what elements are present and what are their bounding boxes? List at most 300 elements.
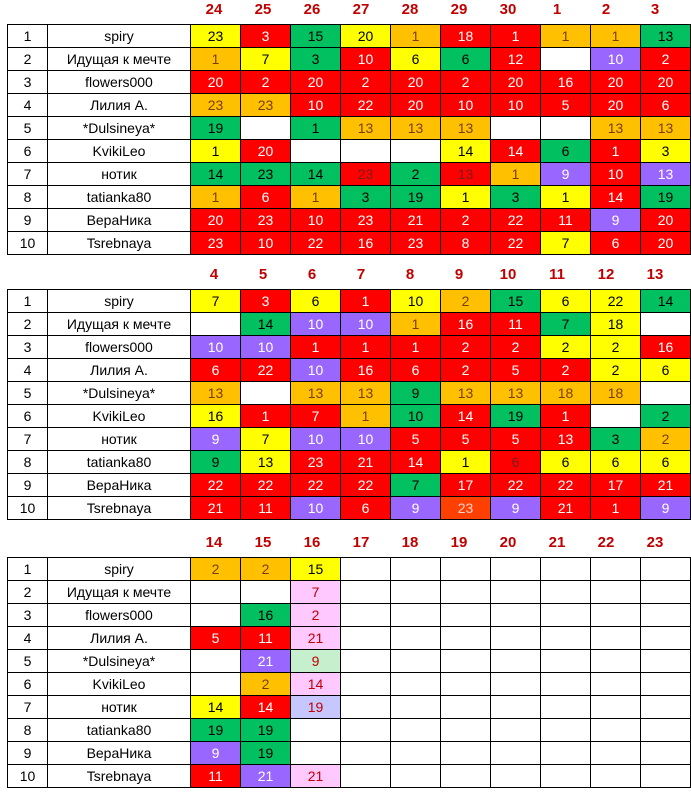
score-cell: 5 [491, 359, 541, 382]
score-cell [241, 581, 291, 604]
table-row [8, 742, 691, 765]
score-cell [491, 581, 541, 604]
day-header: 13 [646, 266, 664, 283]
day-header: 2 [601, 1, 611, 18]
score-cell: 10 [291, 428, 341, 451]
day-header: 27 [352, 1, 370, 18]
score-cell [491, 696, 541, 719]
day-header: 18 [401, 534, 419, 551]
score-cell: 1 [191, 140, 241, 163]
schedule-table-block [0, 265, 691, 516]
score-cell: 1 [591, 140, 641, 163]
day-header-row [0, 0, 691, 20]
score-cell [341, 719, 391, 742]
score-cell [191, 313, 241, 336]
score-cell: 13 [241, 451, 291, 474]
score-cell: 22 [341, 474, 391, 497]
score-cell: 1 [291, 117, 341, 140]
day-header: 11 [549, 266, 565, 283]
table-row [8, 765, 691, 788]
score-cell: 2 [491, 336, 541, 359]
score-cell: 1 [541, 186, 591, 209]
score-cell [441, 765, 491, 788]
score-cell [641, 627, 691, 650]
score-cell [491, 558, 541, 581]
score-cell [541, 117, 591, 140]
rank-cell: 4 [8, 627, 48, 650]
score-cell: 1 [291, 186, 341, 209]
score-cell: 1 [591, 25, 641, 48]
score-cell: 7 [291, 405, 341, 428]
participant-name-cell: KvikiLeo [48, 140, 191, 163]
score-cell: 17 [441, 474, 491, 497]
rank-cell: 10 [8, 497, 48, 520]
rank-cell: 4 [8, 94, 48, 117]
score-cell: 3 [241, 25, 291, 48]
score-cell: 6 [391, 48, 441, 71]
score-cell: 7 [541, 313, 591, 336]
score-cell: 20 [241, 140, 291, 163]
table-row [8, 581, 691, 604]
day-header: 16 [303, 534, 321, 551]
score-cell: 2 [391, 163, 441, 186]
score-cell: 3 [591, 428, 641, 451]
day-header: 23 [646, 534, 664, 551]
score-cell [541, 558, 591, 581]
score-cell [641, 313, 691, 336]
score-cell [391, 650, 441, 673]
score-cell: 11 [541, 209, 591, 232]
participant-name-cell: Tsrebnaya [48, 765, 191, 788]
score-cell: 22 [491, 474, 541, 497]
score-cell: 23 [341, 163, 391, 186]
score-cell: 22 [491, 209, 541, 232]
table-row [8, 604, 691, 627]
score-cell: 1 [491, 25, 541, 48]
score-cell: 1 [391, 25, 441, 48]
score-cell: 22 [341, 94, 391, 117]
score-cell: 10 [391, 290, 441, 313]
score-cell: 18 [591, 313, 641, 336]
score-cell [291, 140, 341, 163]
day-header-row [0, 265, 691, 285]
score-cell [341, 696, 391, 719]
score-cell [341, 581, 391, 604]
score-cell: 19 [641, 186, 691, 209]
score-cell: 16 [241, 604, 291, 627]
rank-cell: 7 [8, 163, 48, 186]
score-cell: 2 [241, 71, 291, 94]
table-row [8, 428, 691, 451]
score-cell: 9 [591, 209, 641, 232]
score-cell: 23 [291, 451, 341, 474]
score-cell: 10 [241, 232, 291, 255]
score-cell: 7 [241, 48, 291, 71]
score-cell: 6 [541, 451, 591, 474]
day-header: 21 [548, 534, 566, 551]
participant-name-cell: нотик [48, 428, 191, 451]
score-cell [391, 604, 441, 627]
score-cell: 18 [591, 382, 641, 405]
score-cell [591, 650, 641, 673]
score-cell: 12 [491, 48, 541, 71]
rank-cell: 9 [8, 474, 48, 497]
score-cell: 7 [291, 581, 341, 604]
score-cell: 2 [641, 48, 691, 71]
day-header: 10 [499, 266, 517, 283]
score-cell: 9 [191, 451, 241, 474]
score-cell [341, 765, 391, 788]
score-cell [641, 382, 691, 405]
score-cell [541, 650, 591, 673]
score-cell: 10 [291, 359, 341, 382]
score-cell: 9 [191, 742, 241, 765]
score-cell: 14 [491, 140, 541, 163]
score-cell [191, 673, 241, 696]
score-cell: 9 [391, 497, 441, 520]
table-row [8, 48, 691, 71]
score-cell [491, 742, 541, 765]
score-cell: 13 [491, 382, 541, 405]
score-cell: 10 [291, 94, 341, 117]
score-cell: 10 [291, 209, 341, 232]
score-cell: 22 [241, 474, 291, 497]
score-cell [641, 742, 691, 765]
score-cell: 13 [641, 163, 691, 186]
score-cell [541, 719, 591, 742]
participant-name-cell: Идущая к мечте [48, 581, 191, 604]
score-cell [441, 742, 491, 765]
score-cell: 13 [441, 382, 491, 405]
score-cell: 20 [641, 71, 691, 94]
score-cell [341, 558, 391, 581]
participant-name-cell: Лилия А. [48, 627, 191, 650]
score-cell: 1 [241, 405, 291, 428]
score-cell [641, 581, 691, 604]
rank-cell: 4 [8, 359, 48, 382]
day-header: 12 [597, 266, 615, 283]
score-cell [591, 627, 641, 650]
score-cell: 23 [441, 497, 491, 520]
score-cell [391, 627, 441, 650]
table-row [8, 719, 691, 742]
score-cell: 14 [641, 290, 691, 313]
score-cell [391, 673, 441, 696]
score-cell [191, 604, 241, 627]
rank-cell: 7 [8, 428, 48, 451]
table-row [8, 627, 691, 650]
score-cell: 2 [291, 604, 341, 627]
score-cell: 7 [241, 428, 291, 451]
participant-name-cell: нотик [48, 163, 191, 186]
rank-cell: 7 [8, 696, 48, 719]
score-cell [341, 604, 391, 627]
day-header: 26 [303, 1, 321, 18]
score-cell: 19 [491, 405, 541, 428]
schedule-table-block [0, 533, 691, 784]
rank-cell: 6 [8, 405, 48, 428]
participant-name-cell: Лилия А. [48, 359, 191, 382]
score-cell: 23 [191, 232, 241, 255]
score-cell: 2 [591, 336, 641, 359]
score-cell: 20 [391, 71, 441, 94]
table-row [8, 474, 691, 497]
score-cell: 20 [391, 94, 441, 117]
score-cell: 8 [441, 232, 491, 255]
participant-name-cell: flowers000 [48, 604, 191, 627]
score-cell: 20 [591, 71, 641, 94]
score-table [7, 557, 691, 788]
score-cell [641, 673, 691, 696]
score-cell: 10 [341, 313, 391, 336]
score-cell: 3 [341, 186, 391, 209]
score-cell [541, 604, 591, 627]
table-row [8, 696, 691, 719]
score-cell: 2 [641, 428, 691, 451]
score-cell: 23 [191, 94, 241, 117]
score-cell: 20 [291, 71, 341, 94]
score-cell: 7 [541, 232, 591, 255]
rank-cell: 3 [8, 336, 48, 359]
participant-name-cell: KvikiLeo [48, 673, 191, 696]
score-cell [541, 48, 591, 71]
score-cell: 19 [241, 719, 291, 742]
table-row [8, 25, 691, 48]
table-row [8, 359, 691, 382]
score-cell: 18 [441, 25, 491, 48]
score-cell: 1 [541, 25, 591, 48]
score-cell [641, 765, 691, 788]
score-cell [541, 627, 591, 650]
score-cell: 10 [241, 336, 291, 359]
score-cell: 14 [391, 451, 441, 474]
score-cell: 14 [441, 140, 491, 163]
score-cell [491, 627, 541, 650]
score-cell [641, 558, 691, 581]
score-cell [541, 581, 591, 604]
score-cell: 14 [241, 696, 291, 719]
score-cell: 3 [241, 290, 291, 313]
participant-name-cell: Tsrebnaya [48, 232, 191, 255]
table-row [8, 94, 691, 117]
score-cell: 19 [291, 696, 341, 719]
score-cell [591, 742, 641, 765]
participant-name-cell: Идущая к мечте [48, 48, 191, 71]
day-header: 30 [499, 1, 517, 18]
score-cell: 1 [541, 405, 591, 428]
score-cell: 1 [391, 336, 441, 359]
day-header-row [0, 533, 691, 553]
score-cell: 6 [241, 186, 291, 209]
score-cell [341, 742, 391, 765]
score-cell: 6 [441, 48, 491, 71]
rank-cell: 5 [8, 650, 48, 673]
day-header: 14 [205, 534, 223, 551]
score-cell: 1 [441, 451, 491, 474]
score-cell: 11 [241, 497, 291, 520]
rank-cell: 3 [8, 604, 48, 627]
score-cell: 2 [591, 359, 641, 382]
day-header: 4 [209, 266, 219, 283]
score-cell [291, 719, 341, 742]
score-cell: 16 [641, 336, 691, 359]
table-row [8, 290, 691, 313]
score-cell: 13 [641, 25, 691, 48]
score-cell: 20 [641, 209, 691, 232]
score-table [7, 24, 691, 255]
day-header: 7 [356, 266, 366, 283]
score-cell: 5 [391, 428, 441, 451]
score-cell [641, 719, 691, 742]
day-header: 20 [499, 534, 517, 551]
rank-cell: 10 [8, 765, 48, 788]
score-cell [441, 581, 491, 604]
score-cell [641, 650, 691, 673]
score-cell [491, 765, 541, 788]
score-cell: 6 [591, 232, 641, 255]
score-cell: 21 [391, 209, 441, 232]
table-row [8, 117, 691, 140]
participant-name-cell: Tsrebnaya [48, 497, 191, 520]
score-cell: 20 [491, 71, 541, 94]
score-cell: 10 [591, 48, 641, 71]
score-cell: 2 [641, 405, 691, 428]
score-cell: 22 [291, 474, 341, 497]
day-header: 25 [254, 1, 272, 18]
score-cell: 13 [641, 117, 691, 140]
score-cell: 16 [541, 71, 591, 94]
day-header: 28 [401, 1, 419, 18]
participant-name-cell: flowers000 [48, 71, 191, 94]
rank-cell: 5 [8, 382, 48, 405]
score-cell [441, 719, 491, 742]
score-cell [241, 382, 291, 405]
table-row [8, 558, 691, 581]
score-cell: 19 [391, 186, 441, 209]
table-row [8, 232, 691, 255]
score-cell: 23 [341, 209, 391, 232]
score-cell: 22 [291, 232, 341, 255]
score-cell: 10 [291, 313, 341, 336]
table-row [8, 382, 691, 405]
score-cell: 2 [191, 558, 241, 581]
score-cell: 2 [441, 71, 491, 94]
score-cell: 20 [591, 94, 641, 117]
score-cell [491, 673, 541, 696]
rank-cell: 3 [8, 71, 48, 94]
score-cell: 1 [291, 336, 341, 359]
score-cell [591, 673, 641, 696]
day-header: 8 [405, 266, 415, 283]
score-cell: 18 [541, 382, 591, 405]
table-row [8, 313, 691, 336]
participant-name-cell: tatianka80 [48, 451, 191, 474]
score-cell: 16 [341, 359, 391, 382]
score-cell: 17 [591, 474, 641, 497]
score-cell: 1 [191, 186, 241, 209]
score-cell: 10 [591, 163, 641, 186]
score-cell [241, 117, 291, 140]
score-cell: 6 [541, 290, 591, 313]
rank-cell: 1 [8, 558, 48, 581]
table-row [8, 209, 691, 232]
score-cell: 6 [391, 359, 441, 382]
score-cell: 22 [491, 232, 541, 255]
score-cell: 23 [241, 163, 291, 186]
score-cell [441, 696, 491, 719]
day-header: 6 [307, 266, 317, 283]
score-cell: 20 [641, 232, 691, 255]
participant-name-cell: spiry [48, 25, 191, 48]
score-cell: 21 [641, 474, 691, 497]
rank-cell: 1 [8, 25, 48, 48]
score-cell [341, 650, 391, 673]
score-cell: 16 [341, 232, 391, 255]
score-cell: 14 [291, 163, 341, 186]
score-cell: 19 [191, 117, 241, 140]
rank-cell: 10 [8, 232, 48, 255]
rank-cell: 5 [8, 117, 48, 140]
score-cell: 2 [541, 336, 591, 359]
score-cell [441, 673, 491, 696]
score-cell: 21 [191, 497, 241, 520]
score-cell [391, 581, 441, 604]
score-cell: 13 [191, 382, 241, 405]
score-cell [291, 742, 341, 765]
score-cell [591, 765, 641, 788]
rank-cell: 9 [8, 209, 48, 232]
day-header: 17 [352, 534, 370, 551]
table-row [8, 650, 691, 673]
participant-name-cell: *Dulsineya* [48, 382, 191, 405]
score-cell [641, 696, 691, 719]
score-cell: 2 [341, 71, 391, 94]
score-cell: 6 [641, 359, 691, 382]
participant-name-cell: *Dulsineya* [48, 650, 191, 673]
day-header: 1 [552, 1, 562, 18]
day-header: 9 [454, 266, 464, 283]
score-cell [541, 765, 591, 788]
score-cell [441, 650, 491, 673]
day-header: 3 [650, 1, 660, 18]
score-cell: 2 [541, 359, 591, 382]
score-cell [491, 719, 541, 742]
rank-cell: 8 [8, 719, 48, 742]
score-cell: 9 [641, 497, 691, 520]
score-cell [391, 558, 441, 581]
score-cell: 1 [191, 48, 241, 71]
score-cell: 16 [441, 313, 491, 336]
score-cell [591, 719, 641, 742]
score-cell: 10 [391, 405, 441, 428]
day-header: 5 [258, 266, 268, 283]
table-row [8, 497, 691, 520]
score-cell: 5 [491, 428, 541, 451]
score-cell: 1 [441, 186, 491, 209]
table-row [8, 405, 691, 428]
score-cell: 21 [241, 650, 291, 673]
score-cell [341, 627, 391, 650]
score-cell [591, 405, 641, 428]
score-cell: 1 [591, 497, 641, 520]
score-cell [441, 558, 491, 581]
schedule-table-block [0, 0, 691, 251]
score-cell [391, 140, 441, 163]
table-row [8, 71, 691, 94]
participant-name-cell: ВераНика [48, 209, 191, 232]
score-cell: 14 [591, 186, 641, 209]
table-row [8, 186, 691, 209]
